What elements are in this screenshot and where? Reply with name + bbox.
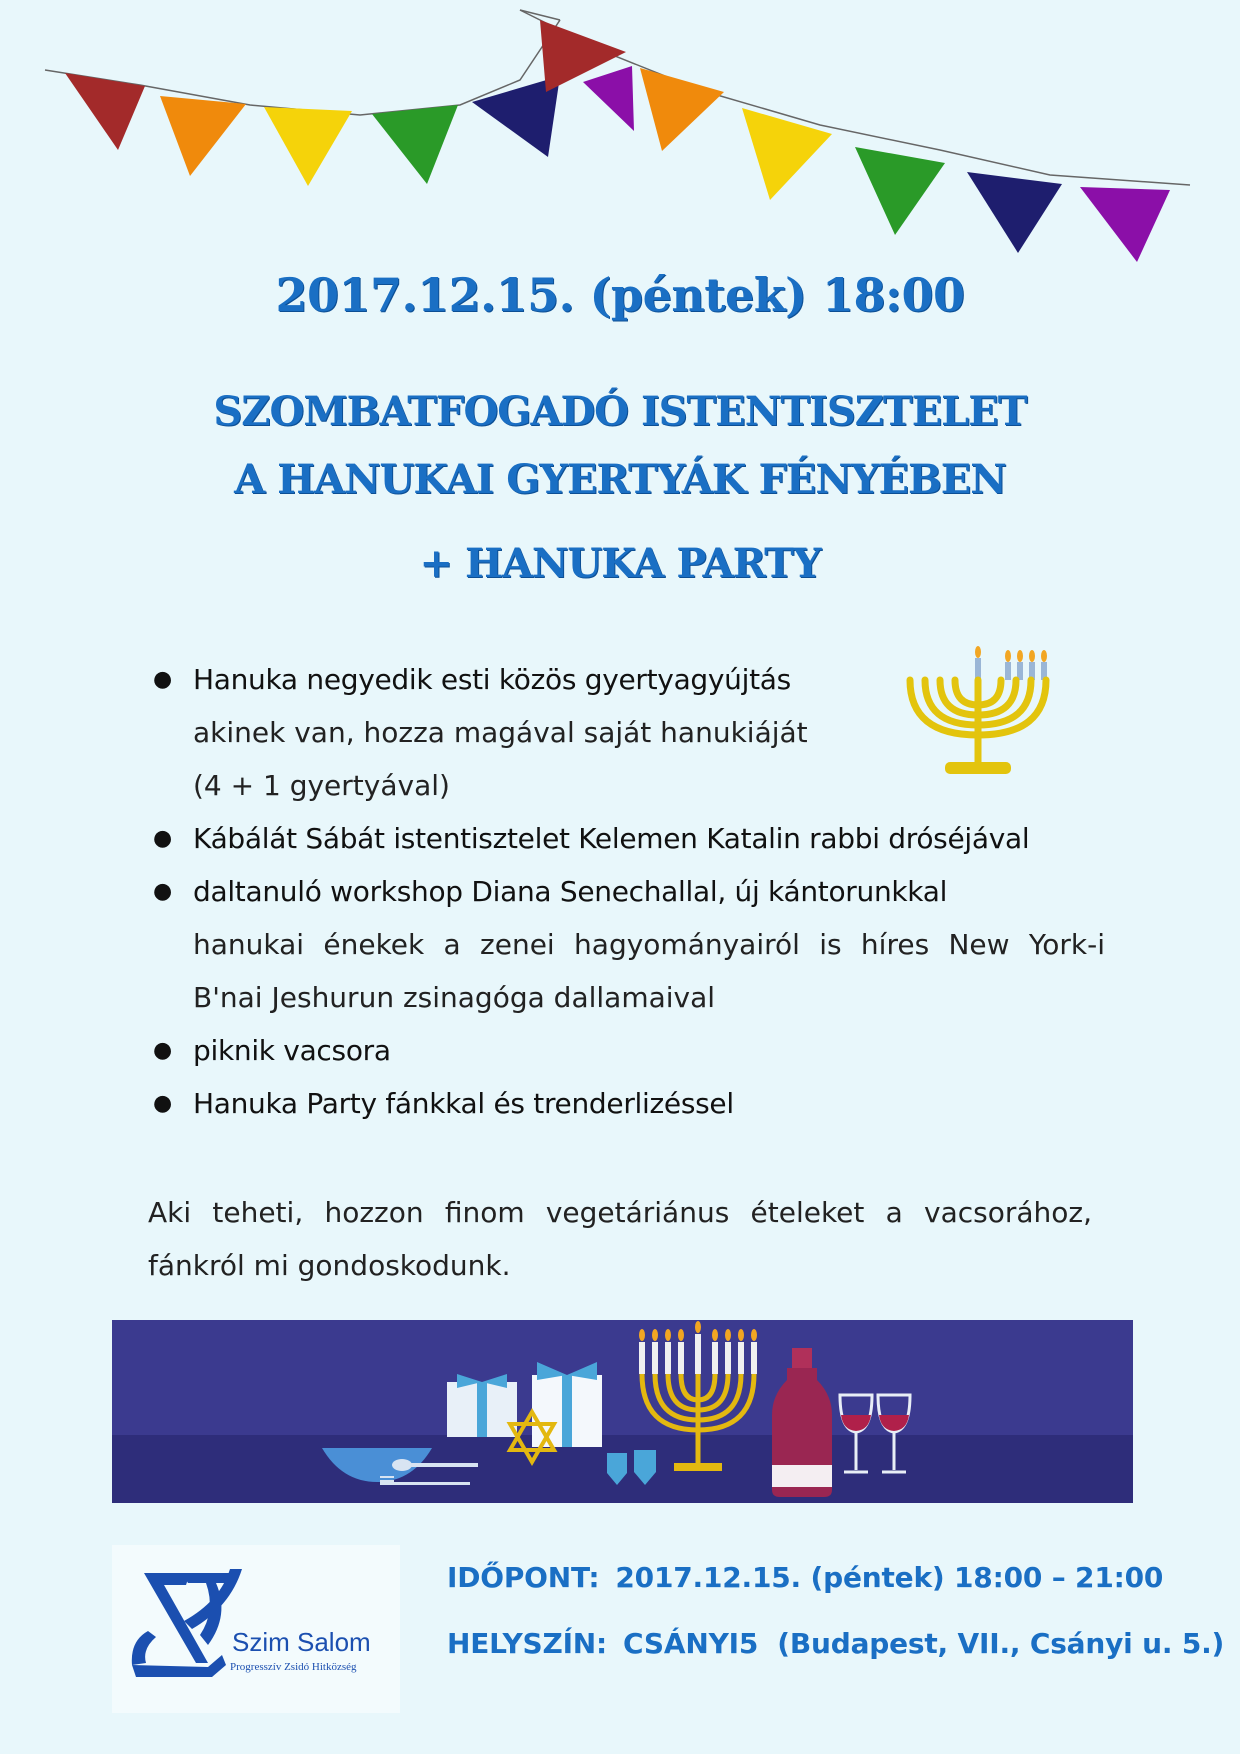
time-label: IDŐPONT: [447,1561,600,1594]
flag-green-1 [372,105,458,184]
szim-salom-logo [112,1545,400,1713]
bunting-decoration [0,0,1240,270]
bullet-icon: ● [153,1091,173,1116]
flag-red-1 [65,73,145,150]
title-line-2: A HANUKAI GYERTYÁK FÉNYÉBEN [234,456,1006,503]
event-place-info [447,1627,1224,1660]
party-title: + HANUKA PARTY [419,540,821,587]
flag-purple-2 [1080,187,1170,262]
list-item: ● piknik vacsora [145,1024,1105,1077]
logo-name: Szim Salom [232,1627,371,1657]
logo-subtitle: Progresszív Zsidó Hitközség [230,1661,357,1673]
flag-navy-2 [967,172,1062,253]
title-line-1: SZOMBATFOGADÓ ISTENTISZTELET [213,388,1027,435]
hanukkah-table-illustration [112,1320,1133,1503]
flag-green-2 [855,147,945,235]
bullet-icon: ● [153,1038,173,1063]
flag-yellow-1 [264,107,352,186]
event-date-title: 2017.12.15. (péntek) 18:00 [275,268,965,322]
flag-purple-1 [583,66,634,131]
program-list [145,653,1105,1130]
flag-orange-1 [160,96,246,176]
event-main-title [0,378,1240,514]
event-time-info [447,1561,1163,1594]
bullet-icon: ● [153,667,173,692]
flag-yellow-2 [742,108,832,200]
list-item: ● Hanuka Party fánkkal és trenderlizéssel [145,1077,1105,1130]
time-value: 2017.12.15. (péntek) 18:00 – 21:00 [615,1561,1164,1594]
food-note: Aki teheti, hozzon finom vegetáriánus ételeket a vacsorához, fánkról mi gondoskodunk. [148,1196,1092,1282]
bullet-icon: ● [153,826,173,851]
list-item: ● Hanuka negyedik esti közös gyertyagyújtás akinek van, hozza magával saját hanukiáját (4 + 1 gyertyával) [145,653,1105,812]
place-value: CSÁNYI5 (Budapest, VII., Csányi u. 5.) [623,1627,1225,1660]
list-item: ● daltanuló workshop Diana Senechallal, új kántorunkkal hanukai énekek a zenei hagyományairól is híres New York-i B'nai Jeshurun zsinagóga dallamaival [145,865,1105,1024]
bullet-icon: ● [153,879,173,904]
place-label: HELYSZÍN: [447,1627,608,1660]
list-item: ● Kábálát Sábát istentisztelet Kelemen Katalin rabbi dróséjával [145,812,1105,865]
flag-orange-2 [640,68,724,151]
